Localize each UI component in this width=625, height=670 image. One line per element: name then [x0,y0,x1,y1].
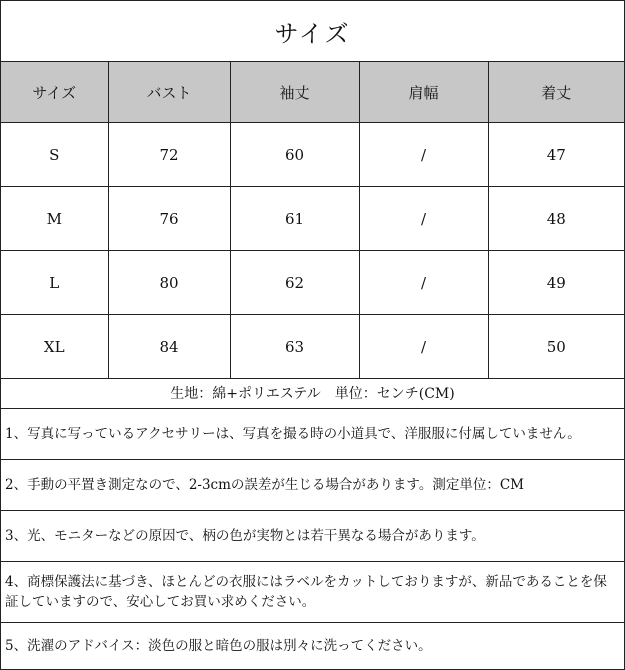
table-header-row [1,62,624,123]
cell-sleeve-length: 63 [230,315,359,379]
table-row [1,123,624,187]
table-row [1,315,624,379]
cell-size: S [1,123,108,187]
note-measurement-error: 2、手動の平置き測定なので、2-3cmの誤差が生じる場合があります。測定単位：CM [1,460,624,511]
cell-bust: 76 [108,187,230,251]
cell-bust: 84 [108,315,230,379]
cell-bust: 80 [108,251,230,315]
cell-sleeve-length: 62 [230,251,359,315]
note-color-difference: 3、光、モニターなどの原因で、柄の色が実物とは若干異なる場合があります。 [1,511,624,562]
cell-sleeve-length: 61 [230,187,359,251]
table-row [1,187,624,251]
note-label-cut: 4、商標保護法に基づき、ほとんどの衣服にはラベルをカットしておりますが、新品であることを保証していますので、安心してお買い求めください。 [1,562,624,623]
note-washing-advice: 5、洗濯のアドバイス：淡色の服と暗色の服は別々に洗ってください。 [5,638,432,654]
header-sleeve-length: 袖丈 [230,62,359,123]
cell-length: 50 [488,315,624,379]
header-shoulder-width: 肩幅 [359,62,488,123]
cell-size: L [1,251,108,315]
cell-shoulder-width: / [359,123,488,187]
cell-shoulder-width: / [359,315,488,379]
cell-length: 49 [488,251,624,315]
cell-size: M [1,187,108,251]
header-bust: バスト [108,62,230,123]
chart-title: サイズ [1,1,624,62]
cell-shoulder-width: / [359,251,488,315]
table-row [1,251,624,315]
cell-bust: 72 [108,123,230,187]
cell-shoulder-width: / [359,187,488,251]
header-length: 着丈 [488,62,624,123]
material-unit-line: 生地：綿+ポリエステル 単位：センチ(CM) [1,378,624,409]
note-accessories: 1、写真に写っているアクセサリーは、写真を撮る時の小道具で、洋服服に付属していません。 [1,409,624,460]
cell-size: XL [1,315,108,379]
cell-length: 48 [488,187,624,251]
cell-sleeve-length: 60 [230,123,359,187]
cell-length: 47 [488,123,624,187]
header-size: サイズ [1,62,108,123]
size-table [1,62,624,379]
